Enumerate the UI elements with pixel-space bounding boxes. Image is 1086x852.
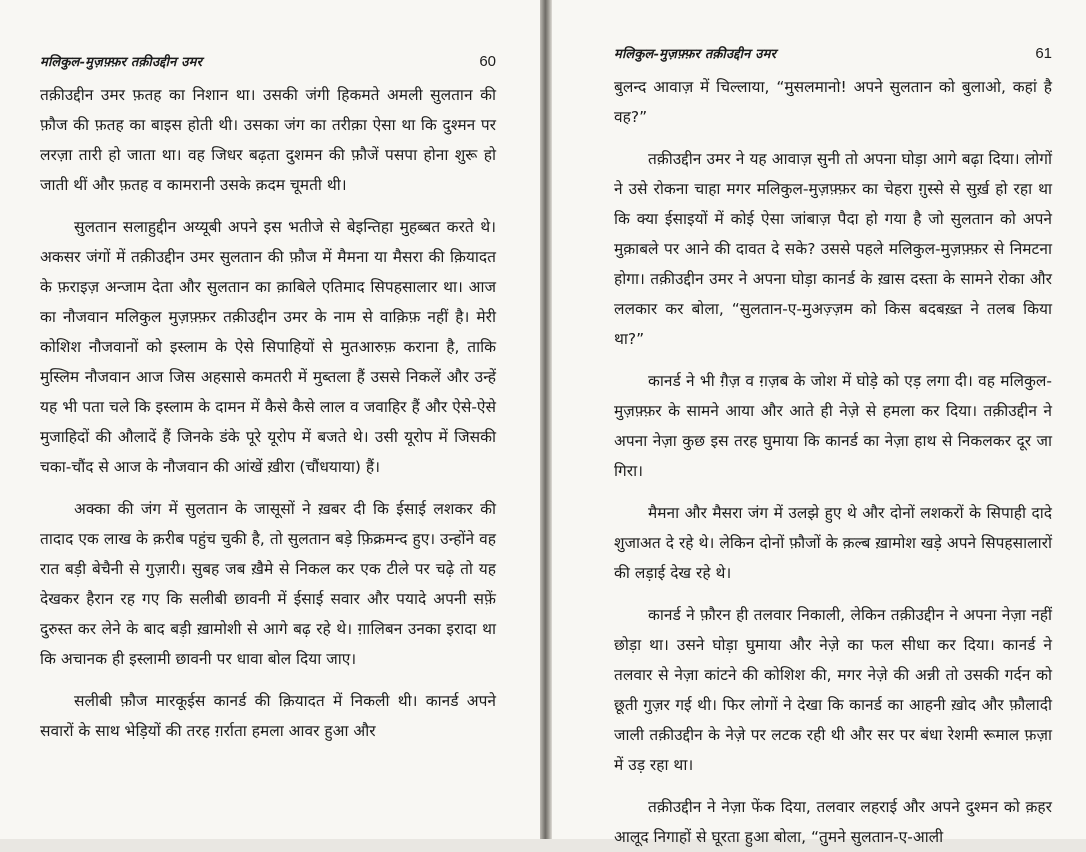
left-paragraph-4: सलीबी फ़ौज मारकूईस कानर्ड की क़ियादत में निकली थी। कानर्ड अपने सवारों के साथ भेड़ियों की तरह ग़र्राता हमला आवर हुआ और bbox=[40, 692, 496, 740]
right-page-header bbox=[614, 44, 1052, 62]
left-paragraph-2: सुलतान सलाहुद्दीन अय्यूबी अपने इस भतीजे से बेइन्तिहा मुहब्बत करते थे। अकसर जंगों में तक़ीउद्दीन उमर सुलतान की फ़ौज में मैमना या मैसरा की क़ियादत के फ़राइज़ अन्जाम देता और सुलतान का क़ाबिले एतिमाद सिपहसालार था। आज का नौजवान मलिकुल मुज़फ़्फ़र तक़ीउद्दीन उमर के नाम से वाक़िफ़ नहीं है। मेरी कोशिश नौजवानों को इस्लाम के ऐसे सिपाहियों से मुतआरुफ़ कराना है, ताकि मुस्लिम नौजवान आज जिस अहसासे कमतरी में मुब्तला हैं उससे निकलें और उन्हें यह भी पता चले कि इस्लाम के दामन में कैसे कैसे लाल व जवाहिर हैं और ऐसे-ऐसे मुजाहिदों की औलादें हैं जिनके डंके पूरे यूरोप में बजते थे। उसी यूरोप में जिसकी चका-चौंद से आज के नौजवान की आंखें ख़ीरा (चौंधयाया) हैं। bbox=[40, 218, 496, 476]
right-page bbox=[552, 0, 1086, 846]
left-page-number: 60 bbox=[479, 53, 496, 70]
right-paragraph-1: बुलन्द आवाज़ में चिल्लाया, “मुसलमानो! अपने सुलतान को बुलाओ, कहां है वह?” bbox=[614, 78, 1052, 126]
right-paragraph-2: तक़ीउद्दीन उमर ने यह आवाज़ सुनी तो अपना घोड़ा आगे बढ़ा दिया। लोगों ने उसे रोकना चाहा मगर मलिकुल-मुज़फ़्फ़र का चेहरा ग़ुस्से से सुर्ख़ हो रहा था कि क्या ईसाइयों में कोई ऐसा जांबाज़ पैदा हो गया है जो सुलतान को अपने मुक़ाबले पर आने की दावत दे सके? उससे पहले मलिकुल-मुज़फ़्फ़र से निमटना होगा। तक़ीउद्दीन उमर ने अपना घोड़ा कानर्ड के ख़ास दस्ता के सामने रोका और ललकार कर बोला, “सुलतान-ए-मुअज़्ज़म को किस बदबख़्त ने तलब किया था?” bbox=[614, 150, 1052, 348]
left-paragraph-1: तक़ीउद्दीन उमर फ़तह का निशान था। उसकी जंगी हिकमते अमली सुलतान की फ़ौज की फ़तह का बाइस होती थी। उसका जंग का तरीक़ा ऐसा था कि दुश्मन पर लरज़ा तारी हो जाता था। वह जिधर बढ़ता दुशमन की फ़ौजें पसपा होना शुरू हो जाती थीं और फ़तह व कामरानी उसके क़दम चूमती थी। bbox=[40, 86, 496, 194]
right-page-number: 61 bbox=[1035, 45, 1052, 62]
left-running-title: मलिकुल-मुज़फ़्फ़र तक़ीउद्दीन उमर bbox=[40, 55, 203, 70]
book-gutter bbox=[540, 0, 552, 839]
left-paragraph-3: अक्का की जंग में सुलतान के जासूसों ने ख़बर दी कि ईसाई लशकर की तादाद एक लाख के क़रीब पहुंच चुकी है, तो सुलतान बड़े फ़िक्रमन्द हुए। उन्होंने वह रात बड़ी बेचैनी से गुज़ारी। सुबह जब ख़ैमे से निकल कर एक टीले पर चढ़े तो यह देखकर हैरान रह गए कि सलीबी छावनी में ईसाई सवार और पयादे अपनी सफ़ें दुरुस्त कर लेने के बाद बड़ी ख़ामोशी से आगे बढ़ रहे थे। ग़ालिबन उनका इरादा था कि अचानक ही इस्लामी छावनी पर धावा बोल दिया जाए। bbox=[40, 500, 496, 668]
right-paragraph-5: कानर्ड ने फ़ौरन ही तलवार निकाली, लेकिन तक़ीउद्दीन ने अपना नेज़ा नहीं छोड़ा था। उसने घोड़ा घुमाया और नेज़े का फल सीधा कर दिया। कानर्ड ने तलवार से नेज़ा कांटने की कोशिश की, मगर नेज़े की अन्नी तो उसकी गर्दन को छूती गुज़र गई थी। फिर लोगों ने देखा कि कानर्ड का आहनी ख़ोद और फ़ौलादी जाली तक़ीउद्दीन के नेज़े पर लटक रही थी और सर पर बंधा रेशमी रूमाल फ़ज़ा में उड़ रहा था। bbox=[614, 606, 1052, 774]
right-paragraph-3: कानर्ड ने भी ग़ैज़ व ग़ज़ब के जोश में घोड़े को एड़ लगा दी। वह मलिकुल-मुज़फ़्फ़र के सामने आया और आते ही नेज़े से हमला कर दिया। तक़ीउद्दीन ने अपना नेज़ा कुछ इस तरह घुमाया कि कानर्ड का नेज़ा हाथ से निकलकर दूर जा गिरा। bbox=[614, 372, 1052, 480]
right-paragraph-4: मैमना और मैसरा जंग में उलझे हुए थे और दोनों लशकरों के सिपाही दादे शुजाअत दे रहे थे। लेकिन दोनों फ़ौजों के क़ल्ब ख़ामोश खड़े अपने सिपहसालारों की लड़ाई देख रहे थे। bbox=[614, 504, 1052, 582]
left-page bbox=[0, 0, 540, 839]
right-running-title: मलिकुल-मुज़फ़्फ़र तक़ीउद्दीन उमर bbox=[614, 47, 777, 62]
right-paragraph-6: तक़ीउद्दीन ने नेज़ा फेंक दिया, तलवार लहराई और अपने दुश्मन को क़हर आलूद निगाहों से घूरता हुआ बोला, “तुमने सुलतान-ए-आली bbox=[614, 798, 1052, 846]
left-page-header bbox=[40, 52, 496, 70]
